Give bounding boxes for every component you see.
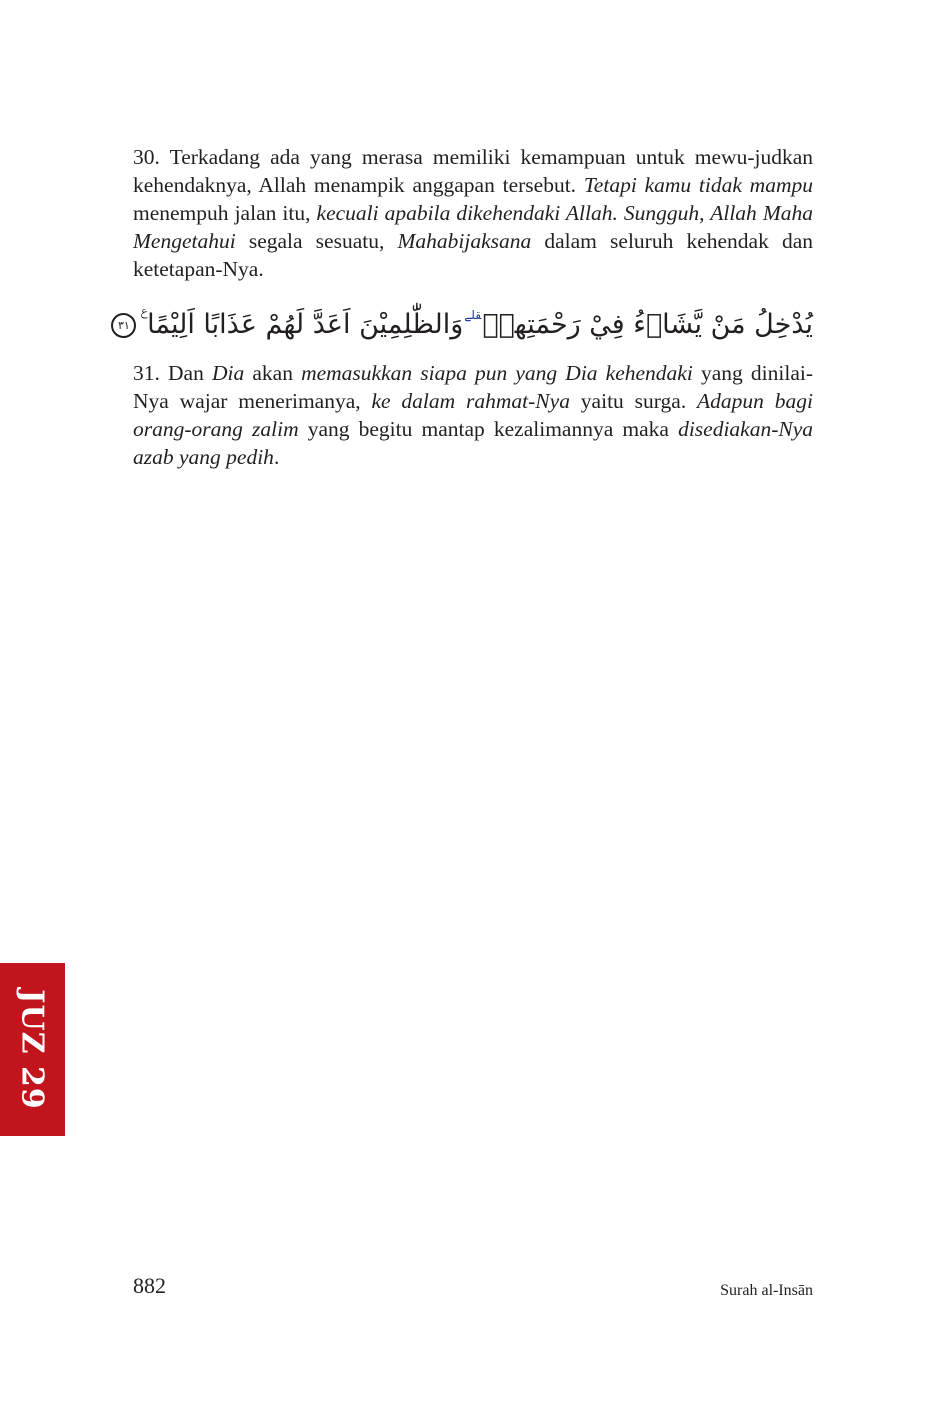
verse-30-italic-1: Tetapi kamu tidak mampu bbox=[583, 173, 813, 197]
verse-30-text-2: menempuh jalan itu, bbox=[133, 201, 317, 225]
verse-30-text-4: dalam seluruh kehendak dan ketetapan-Nya. bbox=[133, 229, 813, 281]
juz-tab bbox=[0, 963, 65, 1136]
juz-label: JUZ 29 bbox=[15, 989, 51, 1110]
verse-31-text-1: 31. Dan bbox=[133, 361, 212, 385]
arabic-verse-part-1: يُدْخِلُ مَنْ يَّشَاۤءُ فِيْ رَحْمَتِهٖۗ bbox=[482, 309, 813, 340]
verse-31-text-3: yang dinilai-Nya wajar menerimanya, bbox=[133, 361, 814, 413]
running-footer-surah-name: Surah al-Insān bbox=[720, 1282, 813, 1299]
verse-30-text-3: segala sesuatu, bbox=[235, 229, 398, 253]
verse-31-italic-4: Adapun bagi orang-orang zalim bbox=[133, 389, 814, 441]
page-number: 882 bbox=[133, 1273, 166, 1298]
verse-31-italic-3: ke dalam rahmat-Nya bbox=[371, 389, 570, 413]
verse-30-text-1: 30. Terkadang ada yang merasa memiliki kemampuan untuk mewu-judkan kehendaknya, Allah menampik anggapan tersebut. bbox=[133, 145, 813, 197]
verse-30-italic-2: kecuali apabila dikehendaki Allah. Sungguh, Allah Maha Mengetahui bbox=[133, 201, 813, 253]
verse-31-text-4: yaitu surga. bbox=[569, 389, 698, 413]
verse-31-italic-2: memasukkan siapa pun yang Dia kehendaki bbox=[301, 361, 693, 385]
verse-31-italic-5: disediakan-Nya azab yang pedih bbox=[133, 417, 814, 469]
verse-30-commentary bbox=[133, 143, 813, 283]
arabic-verse-31 bbox=[111, 305, 813, 349]
verse-30-italic-3: Mahabijaksana bbox=[397, 229, 532, 253]
verse-31-text-2: akan bbox=[244, 361, 302, 385]
arabic-verse-part-2: وَالظّٰلِمِيْنَ اَعَدَّ لَهُمْ عَذَابًا اَلِيْمًا ࣖ bbox=[140, 309, 464, 340]
page-content bbox=[117, 143, 814, 471]
waqf-mark: قلے bbox=[464, 308, 482, 322]
verse-31-italic-1: Dia bbox=[211, 361, 245, 385]
verse-31-text-5: yang begitu mantap kezalimannya maka bbox=[298, 417, 679, 441]
verse-31-commentary bbox=[133, 359, 813, 471]
arabic-verse-row bbox=[117, 297, 813, 357]
ayah-number-marker: ٣١ bbox=[111, 313, 136, 338]
verse-31-text-6: . bbox=[273, 445, 280, 469]
